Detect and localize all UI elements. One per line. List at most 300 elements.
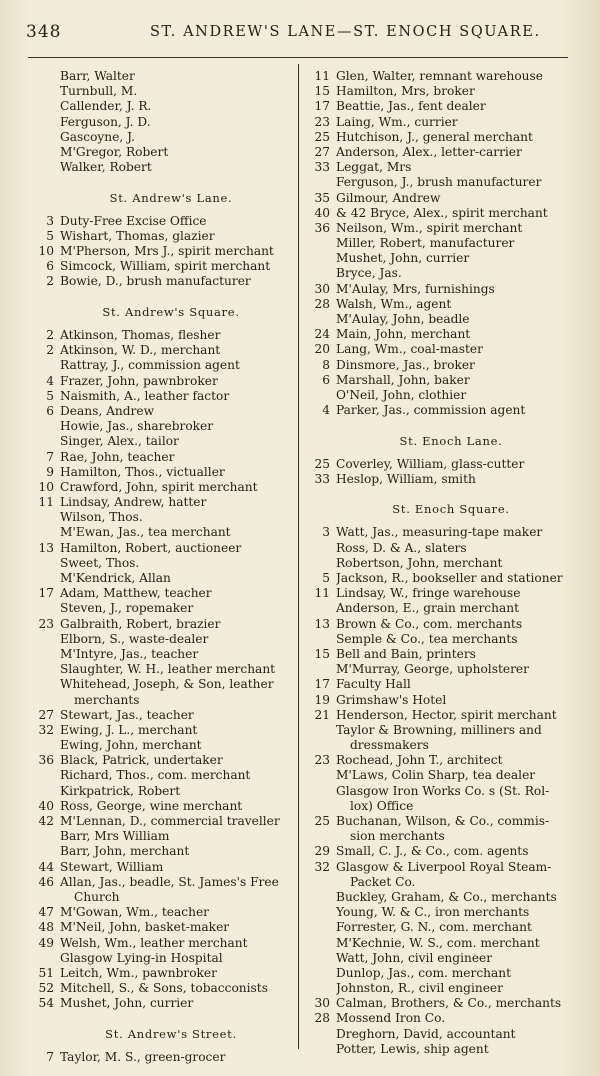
directory-entry [302,617,580,632]
house-number [302,541,336,556]
house-number [26,647,60,662]
entry-text: M'Kendrick, Allan [60,571,171,585]
entry-text: Atkinson, Thomas, flesher [60,328,221,342]
directory-entry [302,206,580,221]
entry-text: Ferguson, J., brush manufacturer [336,175,542,190]
directory-entry [302,647,580,662]
house-number: 17 [314,677,330,692]
house-number: 24 [314,327,330,342]
left-column [26,69,296,1065]
section-spacer [26,206,296,214]
entry-text: Steven, J., ropemaker [60,601,194,616]
house-number: 13 [38,540,54,555]
house-number: 54 [38,996,54,1011]
house-number: 25 [314,129,330,144]
house-number: 10 [38,244,54,259]
house-number [302,951,336,966]
directory-entry [302,457,580,472]
directory-entry [26,981,296,996]
directory-entry [302,358,580,373]
entry-text: Dinsmore, Jas., broker [336,357,475,372]
directory-entry [302,99,580,114]
directory-entry [302,525,580,540]
entry-text: Coverley, William, glass-cutter [336,456,525,471]
directory-entry [26,708,296,723]
directory-entry [26,844,296,859]
house-number: 25 [314,456,330,471]
house-number: 40 [38,798,54,813]
house-number [26,829,60,844]
section-spacer [26,175,296,190]
entry-text: Rattray, J., commission agent [60,358,240,373]
house-number: 23 [314,753,330,768]
directory-entry [26,541,296,556]
house-number [302,601,336,616]
entry-text: M'Gregor, Robert [60,144,169,159]
directory-entry [26,799,296,814]
continuation-line [302,829,580,844]
section-heading: St. Andrew's Square. [102,304,240,319]
house-number: 2 [46,328,54,342]
directory-entry [302,388,580,403]
directory-entry [26,130,296,145]
directory-entry [302,556,580,571]
house-number [26,145,60,160]
entry-text: Robertson, John, merchant [336,555,503,570]
directory-entry [26,753,296,768]
house-number [302,266,336,281]
directory-entry [26,601,296,616]
house-number: 48 [38,920,54,935]
directory-entry [302,472,580,487]
house-number [302,1042,336,1057]
directory-entry [302,403,580,418]
house-number: 6 [46,403,54,418]
house-number [26,571,60,586]
house-number: 23 [314,114,330,129]
entry-text: Wilson, Thos. [60,510,143,525]
directory-entry [302,632,580,647]
directory-entry [26,829,296,844]
house-number [26,358,60,373]
house-number: 21 [314,707,330,722]
entry-text: Laing, Wm., currier [336,114,458,129]
entry-text: Whitehead, Joseph, & Son, leather [60,677,274,692]
section-spacer [302,487,580,502]
entry-text: Sweet, Thos. [60,555,140,570]
directory-entry [26,860,296,875]
house-number: 15 [314,84,330,99]
house-number: 5 [322,571,330,585]
entry-text: Stewart, William [60,859,164,874]
directory-entry [26,84,296,99]
entry-text: Lang, Wm., coal-master [336,342,483,357]
entry-text: Packet Co. [350,874,416,889]
entry-text: Deans, Andrew [60,403,155,418]
house-number: 32 [38,722,54,737]
section-spacer [26,290,296,305]
entry-text: Marshall, John, baker [336,372,470,387]
house-number: 2 [46,343,54,358]
directory-entry [26,229,296,244]
house-number [26,419,60,434]
house-number: 4 [46,373,54,388]
entry-text: Watt, John, civil engineer [336,950,493,965]
directory-entry [26,419,296,434]
entry-text: Atkinson, W. D., merchant [60,343,221,358]
entry-text: M'Intyre, Jas., teacher [60,646,199,661]
house-number [302,738,336,753]
entry-text: Mushet, John, currier [60,996,194,1011]
entry-text: Semple & Co., tea merchants [336,631,518,646]
entry-text: Small, C. J., & Co., com. agents [336,844,529,859]
house-number [26,951,60,966]
house-number [302,875,336,890]
house-number: 3 [322,525,330,540]
entry-text: Anderson, E., grain merchant [336,601,519,616]
directory-entry [302,327,580,342]
house-number [302,905,336,920]
house-number [26,434,60,449]
entry-text: Glen, Walter, remnant warehouse [336,69,543,83]
section-heading: St. Andrew's Lane. [109,190,233,205]
directory-entry [302,586,580,601]
entry-text: M'Kechnie, W. S., com. merchant [336,935,540,950]
directory-entry [26,274,296,289]
directory-entry [26,556,296,571]
house-number: 3 [46,213,54,228]
directory-entry [302,266,580,281]
entry-text: Potter, Lewis, ship agent [336,1041,489,1056]
directory-entry [26,389,296,404]
directory-entry [26,69,296,84]
house-number [302,966,336,981]
directory-entry [26,259,296,274]
directory-entry [26,723,296,738]
house-number [302,388,336,403]
entry-text: Buchanan, Wilson, & Co., commis- [336,814,550,828]
page-header [22,22,582,48]
directory-entry [302,541,580,556]
entry-text: Welsh, Wm., leather merchant [60,935,248,950]
house-number: 40 [314,205,330,220]
directory-entry [302,677,580,692]
entry-text: Grimshaw's Hotel [336,692,447,707]
directory-entry [26,738,296,753]
house-number: 10 [38,479,54,494]
directory-entry [26,677,296,692]
directory-entry [302,1027,580,1042]
continuation-line [302,799,580,814]
continuation-line [26,890,296,905]
entry-text: Ewing, J. L., merchant [60,722,198,737]
directory-entry [26,617,296,632]
house-number: 52 [38,981,54,996]
entry-text: Taylor & Browning, milliners and [336,722,542,737]
house-number: 11 [314,586,330,601]
directory-entry [302,221,580,236]
entry-text: Miller, Robert, manufacturer [336,236,515,251]
directory-entry [26,905,296,920]
house-number: 33 [314,471,330,486]
house-number: 35 [314,190,330,205]
entry-text: Bryce, Jas. [336,266,402,281]
house-number: 6 [322,372,330,387]
entry-text: Main, John, merchant [336,327,471,342]
entry-text: Mossend Iron Co. [336,1011,446,1026]
directory-entry [26,404,296,419]
directory-entry [26,214,296,229]
house-number [302,920,336,935]
house-number [302,1027,336,1042]
house-number: 29 [314,844,330,859]
directory-entry [302,784,580,799]
house-number [26,784,60,799]
directory-entry [302,905,580,920]
house-number: 19 [314,692,330,707]
house-number: 5 [46,388,54,403]
entry-text: Gascoyne, J. [60,129,135,144]
entry-text: Glasgow Lying-in Hospital [60,950,223,965]
directory-entry [302,693,580,708]
entry-text: Naismith, A., leather factor [60,388,230,403]
directory-entry [26,814,296,829]
entry-text: M'Murray, George, upholsterer [336,662,529,677]
entry-text: Richard, Thos., com. merchant [60,768,251,783]
section-spacer [302,517,580,525]
directory-entry [26,480,296,495]
directory-entry [26,465,296,480]
entry-text: Barr, John, merchant [60,844,190,859]
house-number: 13 [314,616,330,631]
house-number: 9 [46,464,54,479]
entry-text: sion merchants [350,829,445,844]
entry-text: Gilmour, Andrew [336,190,441,205]
entry-text: Dreghorn, David, accountant [336,1026,516,1041]
section-spacer [26,320,296,328]
house-number: 27 [38,707,54,722]
house-number: 15 [314,646,330,661]
house-number [302,768,336,783]
directory-entry [302,814,580,829]
directory-entry [302,236,580,251]
entry-text: Stewart, Jas., teacher [60,707,194,722]
directory-entry [26,525,296,540]
directory-entry [302,297,580,312]
house-number [302,981,336,996]
directory-entry [26,434,296,449]
directory-entry [302,69,580,84]
directory-entry [302,860,580,875]
entry-text: M'Aulay, Mrs, furnishings [336,281,495,296]
entry-text: M'Neil, John, basket-maker [60,920,230,935]
house-number [302,936,336,951]
header-rule [28,57,568,58]
directory-entry [26,1050,296,1065]
entry-text: Taylor, M. S., green-grocer [60,1049,226,1064]
section-spacer [26,1011,296,1026]
house-number: 7 [46,1049,54,1064]
entry-text: Church [74,889,120,904]
house-number: 30 [314,281,330,296]
house-number [26,525,60,540]
entry-text: Lindsay, W., fringe warehouse [336,586,521,601]
section-spacer [302,449,580,457]
directory-entry [26,328,296,343]
entry-text: Hutchison, J., general merchant [336,129,533,144]
house-number: 5 [46,228,54,243]
directory-entry [302,1042,580,1057]
entry-text: Ewing, John, merchant [60,738,202,753]
entry-text: Young, W. & C., iron merchants [336,905,530,920]
house-number: 20 [314,342,330,357]
directory-entry [302,708,580,723]
directory-entry [302,920,580,935]
directory-entry [302,890,580,905]
directory-entry [26,358,296,373]
entry-text: Ross, D. & A., slaters [336,540,467,555]
house-number [26,890,60,905]
entry-text: Bell and Bain, printers [336,646,476,661]
house-number: 51 [38,965,54,980]
entry-text: Galbraith, Robert, brazier [60,616,221,631]
house-number [302,662,336,677]
page-number: 348 [26,22,62,42]
directory-entry [302,160,580,175]
house-number [26,844,60,859]
directory-entry [302,662,580,677]
house-number [26,738,60,753]
house-number [26,69,60,84]
entry-text: Slaughter, W. H., leather merchant [60,662,276,677]
entry-text: lox) Office [350,798,414,813]
entry-text: Mitchell, S., & Sons, tobacconists [60,981,268,996]
directory-entry [302,981,580,996]
section-heading: St. Enoch Lane. [399,433,503,448]
entry-text: Beattie, Jas., fent dealer [336,99,486,114]
directory-entry [26,99,296,114]
entry-text: Leitch, Wm., pawnbroker [60,965,217,980]
directory-entry [302,966,580,981]
entry-text: Crawford, John, spirit merchant [60,479,258,494]
house-number [302,312,336,327]
entry-text: Barr, Mrs William [60,829,170,844]
house-number: 11 [38,495,54,510]
continuation-line [26,693,296,708]
entry-text: Parker, Jas., commission agent [336,403,526,418]
section-heading: St. Andrew's Street. [105,1026,237,1041]
directory-entry [26,510,296,525]
directory-entry [302,1011,580,1026]
entry-text: Bowie, D., brush manufacturer [60,274,251,289]
house-number: 11 [314,69,330,83]
section-spacer [26,1042,296,1050]
entry-text: Allan, Jas., beadle, St. James's Free [60,874,279,889]
entry-text: Ross, George, wine merchant [60,798,243,813]
house-number: 17 [38,586,54,601]
entry-text: Glasgow & Liverpool Royal Steam- [336,859,552,874]
entry-text: Hamilton, Robert, auctioneer [60,540,242,555]
continuation-line [302,875,580,890]
directory-entry [302,282,580,297]
directory-entry [302,312,580,327]
house-number [302,175,336,190]
entry-text: O'Neil, John, clothier [336,387,467,402]
house-number: 42 [38,814,54,828]
entry-text: Frazer, John, pawnbroker [60,373,218,388]
directory-entry [26,244,296,259]
entry-text: Howie, Jas., sharebroker [60,419,214,434]
entry-text: Simcock, William, spirit merchant [60,259,271,274]
entry-text: M'Pherson, Mrs J., spirit merchant [60,244,274,259]
directory-entry [26,145,296,160]
directory-entry [26,115,296,130]
house-number [26,99,60,114]
directory-entry [26,784,296,799]
running-title: ST. ANDREW'S LANE—ST. ENOCH SQUARE. [150,24,541,40]
directory-entry [26,936,296,951]
house-number [302,723,336,738]
house-number: 36 [38,753,54,768]
directory-entry [302,130,580,145]
directory-entry [26,343,296,358]
entry-text: Singer, Alex., tailor [60,434,179,449]
section-spacer [302,418,580,433]
directory-entry [26,996,296,1011]
entry-text: Hamilton, Mrs, broker [336,84,475,99]
house-number: 27 [314,144,330,159]
house-number: 2 [46,274,54,289]
entry-text: Neilson, Wm., spirit merchant [336,220,523,235]
directory-entry [302,191,580,206]
house-number [26,662,60,677]
house-number: 23 [38,616,54,631]
house-number: 44 [38,859,54,874]
directory-entry [26,875,296,890]
house-number: 47 [38,905,54,920]
directory-entry [302,951,580,966]
directory-entry [302,373,580,388]
house-number [302,632,336,647]
directory-entry [302,723,580,738]
house-number [302,784,336,799]
directory-entry [302,175,580,190]
house-number: 6 [46,259,54,274]
entry-text: M'Aulay, John, beadle [336,312,470,326]
directory-entry [302,145,580,160]
directory-entry [26,374,296,389]
entry-text: Callender, J. R. [60,99,152,114]
entry-text: Johnston, R., civil engineer [336,981,503,996]
column-divider [298,64,299,1049]
entry-text: Jackson, R., bookseller and stationer [336,571,563,585]
entry-text: M'Laws, Colin Sharp, tea dealer [336,768,536,783]
directory-entry [26,662,296,677]
directory-entry [302,844,580,859]
right-column [302,69,580,1057]
entry-text: M'Lennan, D., commercial traveller [60,814,280,828]
house-number [26,510,60,525]
entry-text: Elborn, S., waste-dealer [60,631,209,646]
house-number [302,799,336,814]
directory-entry [302,115,580,130]
directory-entry [302,601,580,616]
house-number: 36 [314,220,330,235]
house-number [26,601,60,616]
house-number [26,693,60,708]
house-number [26,768,60,783]
entry-text: Rae, John, teacher [60,449,175,464]
